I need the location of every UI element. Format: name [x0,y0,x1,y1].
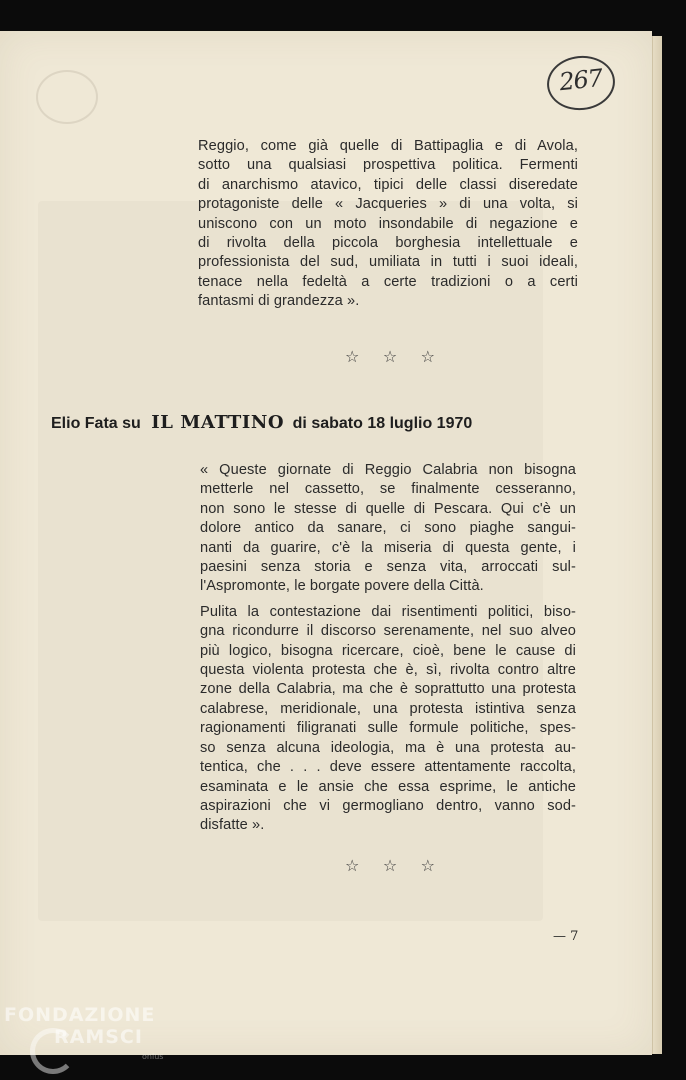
text-line: calabrese, meridionale, una protesta istintiva senza [200,700,576,717]
text-line: fantasmi di grandezza ». [198,293,360,310]
text-line: uniscono con un moto insondabile di negazione e [198,215,578,232]
sheet-edge [652,36,662,1054]
star-separator [345,856,435,875]
text-line: non sono le stesse di quelle di Pescara. Qui c'è un [200,500,576,517]
text-line: tentica, che . . . deve essere attentamente raccolta, [200,759,576,776]
paragraph-reggio-continuation [198,137,578,312]
watermark-line2: RAMSCI [54,1026,143,1048]
text-line: dolore antico da sanare, ci sono piaghe sangui- [200,520,576,537]
text-line: sotto una qualsiasi prospettiva politica. Fermenti [198,157,578,174]
heading-date: di sabato 18 luglio 1970 [292,415,473,432]
text-line: aspirazioni che vi germogliano dentro, vanno sod- [200,797,576,814]
page-number: — 7 [553,929,579,944]
quote-paragraph-1 [200,461,576,597]
quote-paragraph-2 [200,603,576,836]
text-line: questa violenta protesta che è, sì, rivolta contro altre [200,662,576,679]
article-heading [51,412,472,433]
heading-author: Elio Fata su [51,415,141,432]
star-icon: ☆ [382,856,398,875]
text-line: paesini senza storia e senza vita, arroccati sul- [200,559,576,576]
text-line: disfatte ». [200,817,265,834]
text-line: so senza alcuna ideologia, ma è una protesta au- [200,739,576,756]
newspaper-quote [200,461,576,836]
text-line: zone della Calabria, ma che è soprattutto una protesta [200,681,576,698]
text-line: esaminata e le ansie che essa esprime, le antiche [200,778,576,795]
text-line: nanti da guarire, c'è la miseria di questa gente, i [200,539,576,556]
text-line: ragionamenti filigranati sulle formule politiche, spes- [200,720,576,737]
text-line: « Queste giornate di Reggio Calabria non bisogna [200,462,576,478]
heading-newspaper: IL MATTINO [151,412,285,433]
star-icon: ☆ [420,347,435,366]
star-icon: ☆ [345,856,360,875]
text-line: l'Aspromonte, le borgate povere della Città. [200,578,484,595]
text-line: Reggio, come già quelle di Battipaglia e di Avola, [198,138,578,154]
text-line: tenace nella fedeltà a certe tradizioni o a certi [198,273,578,290]
archive-number: 267 [557,63,604,97]
text-line: professionista del sud, umiliata in tutti i suoi ideali, [198,254,578,271]
watermark-suffix: onlus [142,1052,164,1061]
star-icon: ☆ [345,347,360,366]
faded-stamp-mark [36,70,98,124]
text-line: Pulita la contestazione dai risentimenti politici, biso- [200,603,576,620]
text-line: di anarchismo atavico, tipici delle classi diseredate [198,176,578,193]
text-line: protagoniste delle « Jacqueries » di una volta, si [198,196,578,213]
star-separator [345,347,435,366]
text-line: più logico, bisogna ricercare, cioè, bene le cause di [200,642,576,659]
text-line: metterle nel cassetto, se finalmente cesseranno, [200,481,576,498]
text-line: gna ricondurre il discorso serenamente, nel suo alveo [200,623,576,640]
watermark-line1: FONDAZIONE [4,1004,156,1026]
star-icon: ☆ [420,856,435,875]
star-icon: ☆ [382,347,398,366]
fondazione-gramsci-watermark [4,1004,174,1074]
text-line: di rivolta della piccola borghesia intellettuale e [198,235,578,252]
